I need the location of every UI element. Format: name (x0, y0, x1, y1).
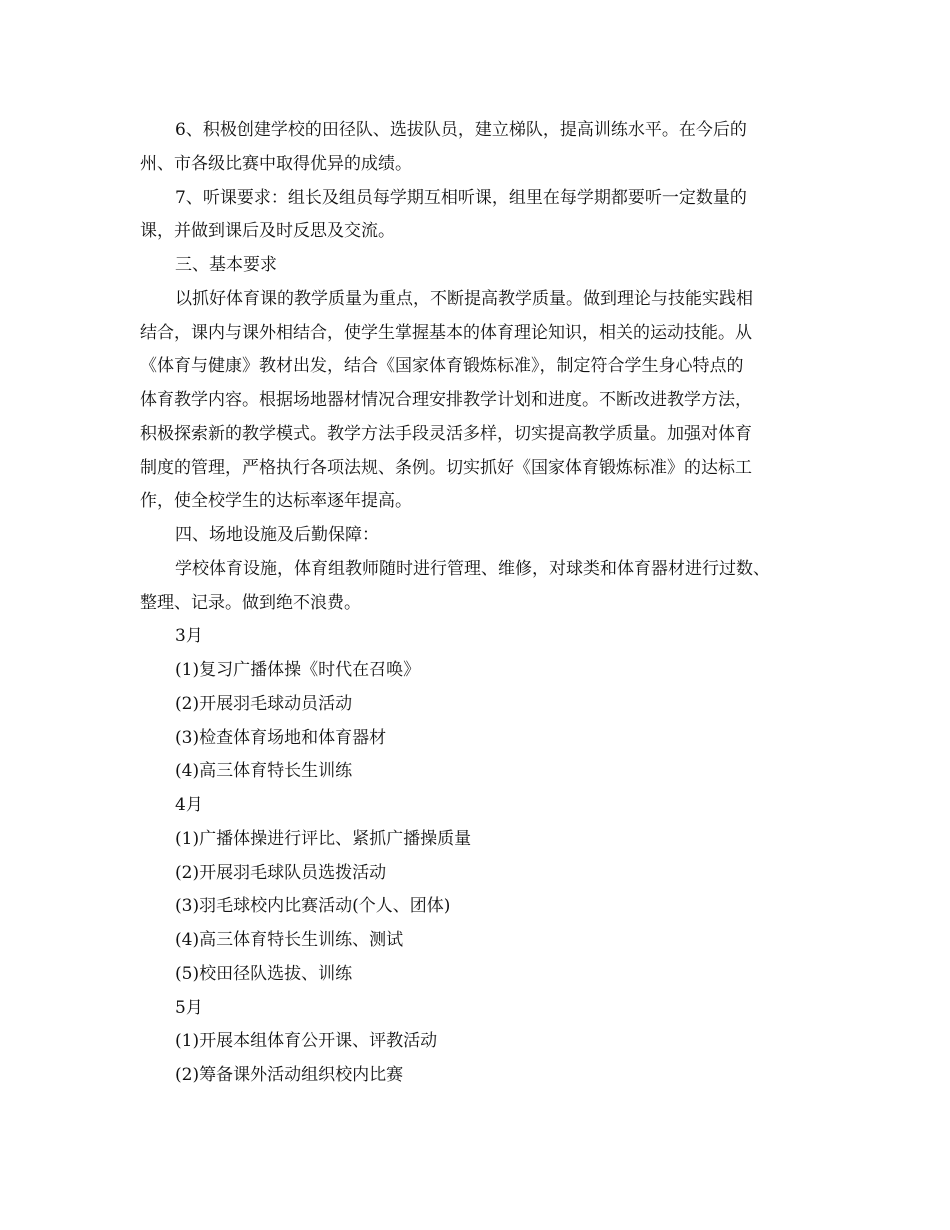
text-line: 以抓好体育课的教学质量为重点，不断提高教学质量。做到理论与技能实践相 (175, 288, 753, 309)
text-line: 四、场地设施及后勤保障： (175, 525, 379, 545)
text-line: 制度的管理，严格执行各项法规、条例。切实抓好《国家体育锻炼标准》的达标工 (140, 457, 752, 478)
text-line: (1)复习广播体操《时代在召唤》 (175, 660, 421, 680)
text-line: 学校体育设施，体育组教师随时进行管理、维修，对球类和体育器材进行过数、 (175, 558, 770, 579)
text-line: 6、积极创建学校的田径队、选拔队员，建立梯队，提高训练水平。在今后的 (175, 120, 747, 140)
text-line: 4月 (175, 795, 203, 815)
text-line: (4)高三体育特长生训练 (175, 761, 353, 782)
text-line: 作，使全校学生的达标率逐年提高。 (140, 491, 412, 512)
text-line: 积极探索新的教学模式。教学方法手段灵活多样，切实提高教学质量。加强对体育 (140, 423, 752, 444)
text-line: 三、基本要求 (175, 255, 277, 275)
text-line: (2)筹备课外活动组织校内比赛 (175, 1065, 404, 1085)
text-line: 7、听课要求：组长及组员每学期互相听课，组里在每学期都要听一定数量的 (175, 187, 747, 208)
text-line: (1)开展本组体育公开课、评教活动 (175, 1031, 438, 1052)
text-line: 整理、记录。做到绝不浪费。 (140, 592, 361, 613)
text-line: (4)高三体育特长生训练、测试 (175, 930, 404, 950)
text-line: 体育教学内容。根据场地器材情况合理安排教学计划和进度。不断改进教学方法， (140, 390, 752, 410)
text-line: 《体育与健康》教材出发，结合《国家体育锻炼标准》，制定符合学生身心特点的 (140, 356, 744, 377)
text-line: (3)检查体育场地和体育器材 (175, 727, 387, 748)
text-line: (3)羽毛球校内比赛活动(个人、团体) (175, 896, 451, 917)
text-line: (2)开展羽毛球队员选拨活动 (175, 862, 387, 883)
text-line: (1)广播体操进行评比、紧抓广播操质量 (175, 828, 472, 849)
text-line: 结合，课内与课外相结合，使学生掌握基本的体育理论知识，相关的运动技能。从 (140, 322, 752, 343)
text-line: 3月 (175, 626, 203, 647)
text-line: (2)开展羽毛球动员活动 (175, 693, 353, 714)
text-line: 州、市各级比赛中取得优异的成绩。 (140, 153, 412, 174)
text-line: (5)校田径队选拔、训练 (175, 963, 353, 984)
text-line: 课，并做到课后及时反思及交流。 (140, 221, 395, 242)
text-line: 5月 (175, 997, 203, 1018)
